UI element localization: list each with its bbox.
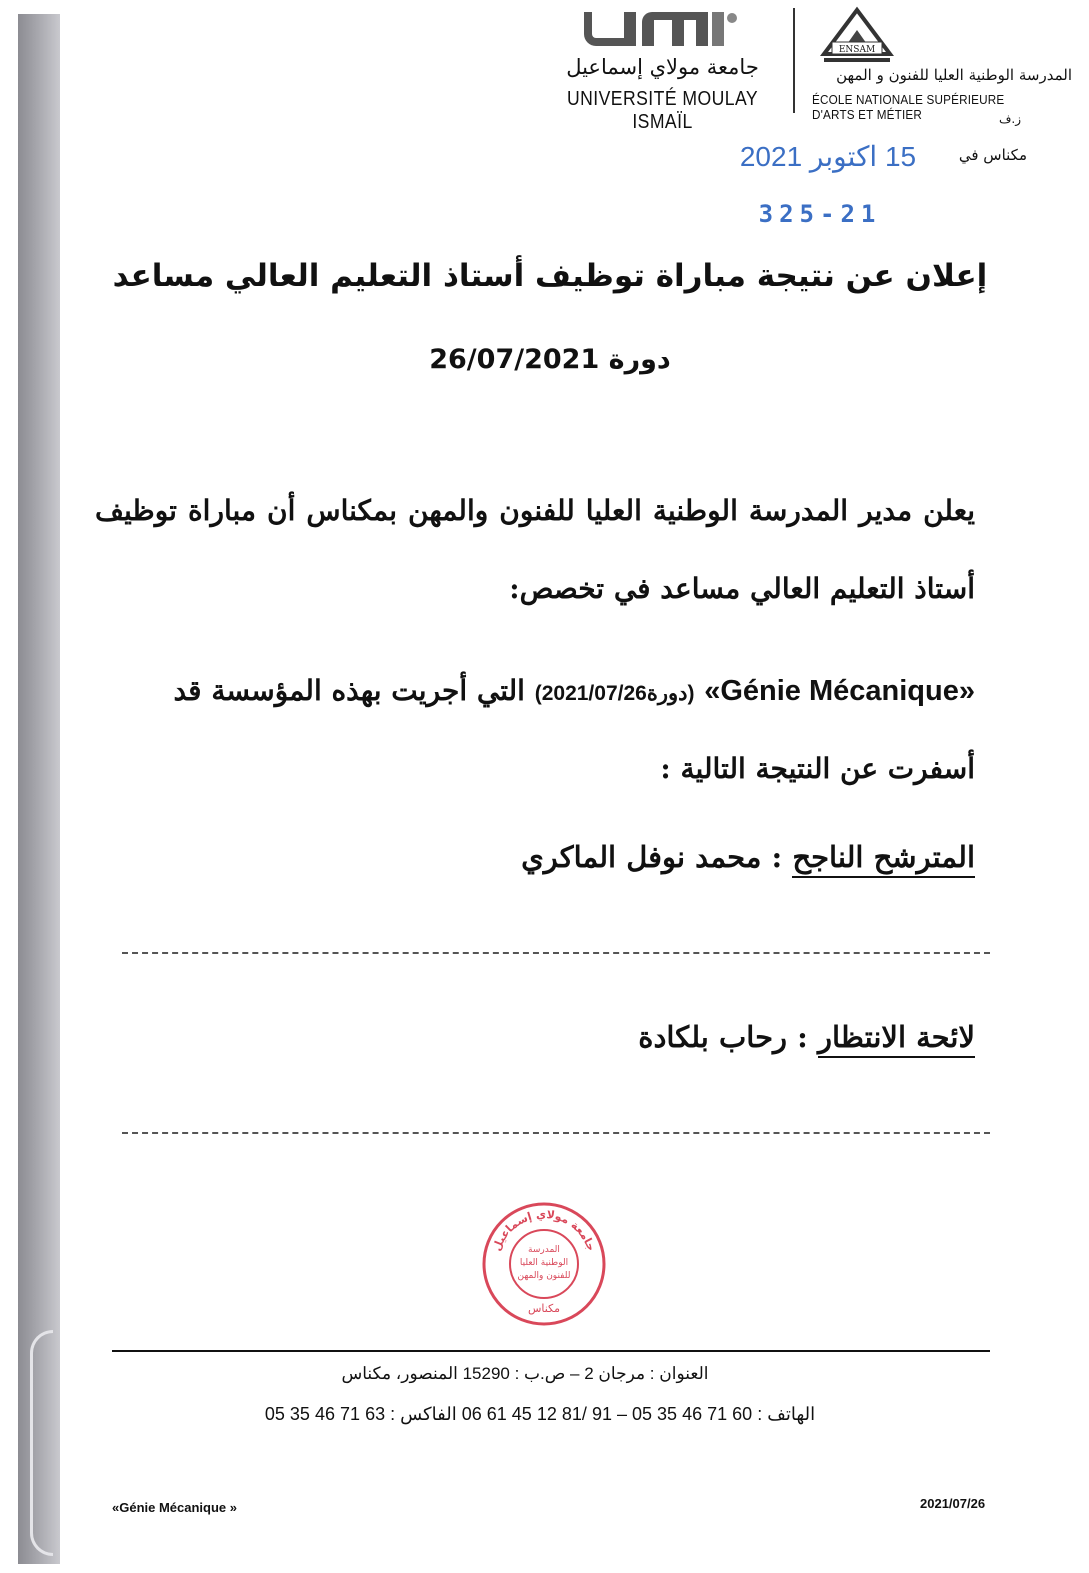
- umi-name-fr: UNIVERSITÉ MOULAY ISMAÏL: [566, 88, 759, 133]
- umi-name-ar: جامعة مولاي إسماعيل: [566, 55, 759, 79]
- stamp-inner-line-3: للفنون والمهن: [517, 1271, 571, 1281]
- place-label: مكناس في: [958, 146, 1027, 164]
- ensam-abbr: ز.ف: [998, 112, 1022, 126]
- ensam-name-ar: المدرسة الوطنية العليا للفنون و المهن: [836, 66, 1072, 84]
- footer-address: العنوان : مرجان 2 – ص.ب : 15290 المنصور، مكناس: [341, 1364, 709, 1383]
- header-divider: [793, 8, 795, 113]
- winner-label: المترشح الناجح: [792, 840, 975, 878]
- ensam-name-fr: ÉCOLE NATIONALE SUPÉRIEURE D'ARTS ET MÉTIER: [812, 92, 1005, 122]
- stamp-bottom-text: مكناس: [527, 1302, 561, 1315]
- stamp-outer-text: جامعة مولاي إسماعيل: [490, 1207, 598, 1253]
- official-stamp: [480, 1200, 608, 1328]
- reference-number: 325-21: [758, 200, 882, 228]
- footer-rule: [112, 1350, 990, 1352]
- left-margin-bar: [18, 14, 60, 1564]
- waitlist-line: [95, 1020, 975, 1054]
- handwritten-date: 15 اكتوبر 2021: [739, 141, 917, 172]
- dotted-separator-1: [122, 952, 990, 954]
- waitlist-name: : رحاب بلكادة: [638, 1020, 808, 1054]
- specialty-name: «Génie Mécanique»: [704, 675, 975, 707]
- winner-name: : محمد نوفل الماكري: [521, 840, 783, 874]
- body-paragraph-3-rest: التي أجريت بهذه المؤسسة قد: [173, 674, 525, 707]
- waitlist-label: لائحة الانتظار: [818, 1020, 975, 1058]
- ensam-logo: [818, 6, 896, 68]
- announcement-title: إعلان عن نتيجة مباراة توظيف أستاذ التعليم العالي مساعد: [112, 258, 988, 294]
- footer-left-note: «Génie Mécanique »: [112, 1500, 237, 1515]
- body-paragraph-4: أسفرت عن النتيجة التالية :: [660, 752, 975, 785]
- specialty-session: (دورة2021/07/26): [534, 682, 695, 705]
- stamp-inner-line-2: الوطنية العليا: [519, 1258, 569, 1268]
- dotted-separator-2: [122, 1132, 990, 1134]
- footer-phones: الهاتف : 60 71 46 35 05 – 91 /81 12 45 61 06 الفاكس : 63 71 46 35 05: [264, 1404, 816, 1424]
- footer-right-note: 2021/07/26: [920, 1496, 986, 1511]
- body-paragraph-1: يعلن مدير المدرسة الوطنية العليا للفنون والمهن بمكناس أن مباراة توظيف: [95, 494, 975, 527]
- session-line: دورة 26/07/2021: [429, 344, 671, 375]
- body-paragraph-3: [95, 674, 975, 708]
- body-paragraph-2: أستاذ التعليم العالي مساعد في تخصص:: [509, 572, 975, 605]
- ensam-logo-text: ENSAM: [838, 45, 876, 55]
- left-margin-watermark: [30, 1330, 53, 1556]
- winner-line: [95, 840, 975, 874]
- stamp-inner-line-1: المدرسة: [528, 1245, 560, 1255]
- umi-logo: [580, 8, 745, 50]
